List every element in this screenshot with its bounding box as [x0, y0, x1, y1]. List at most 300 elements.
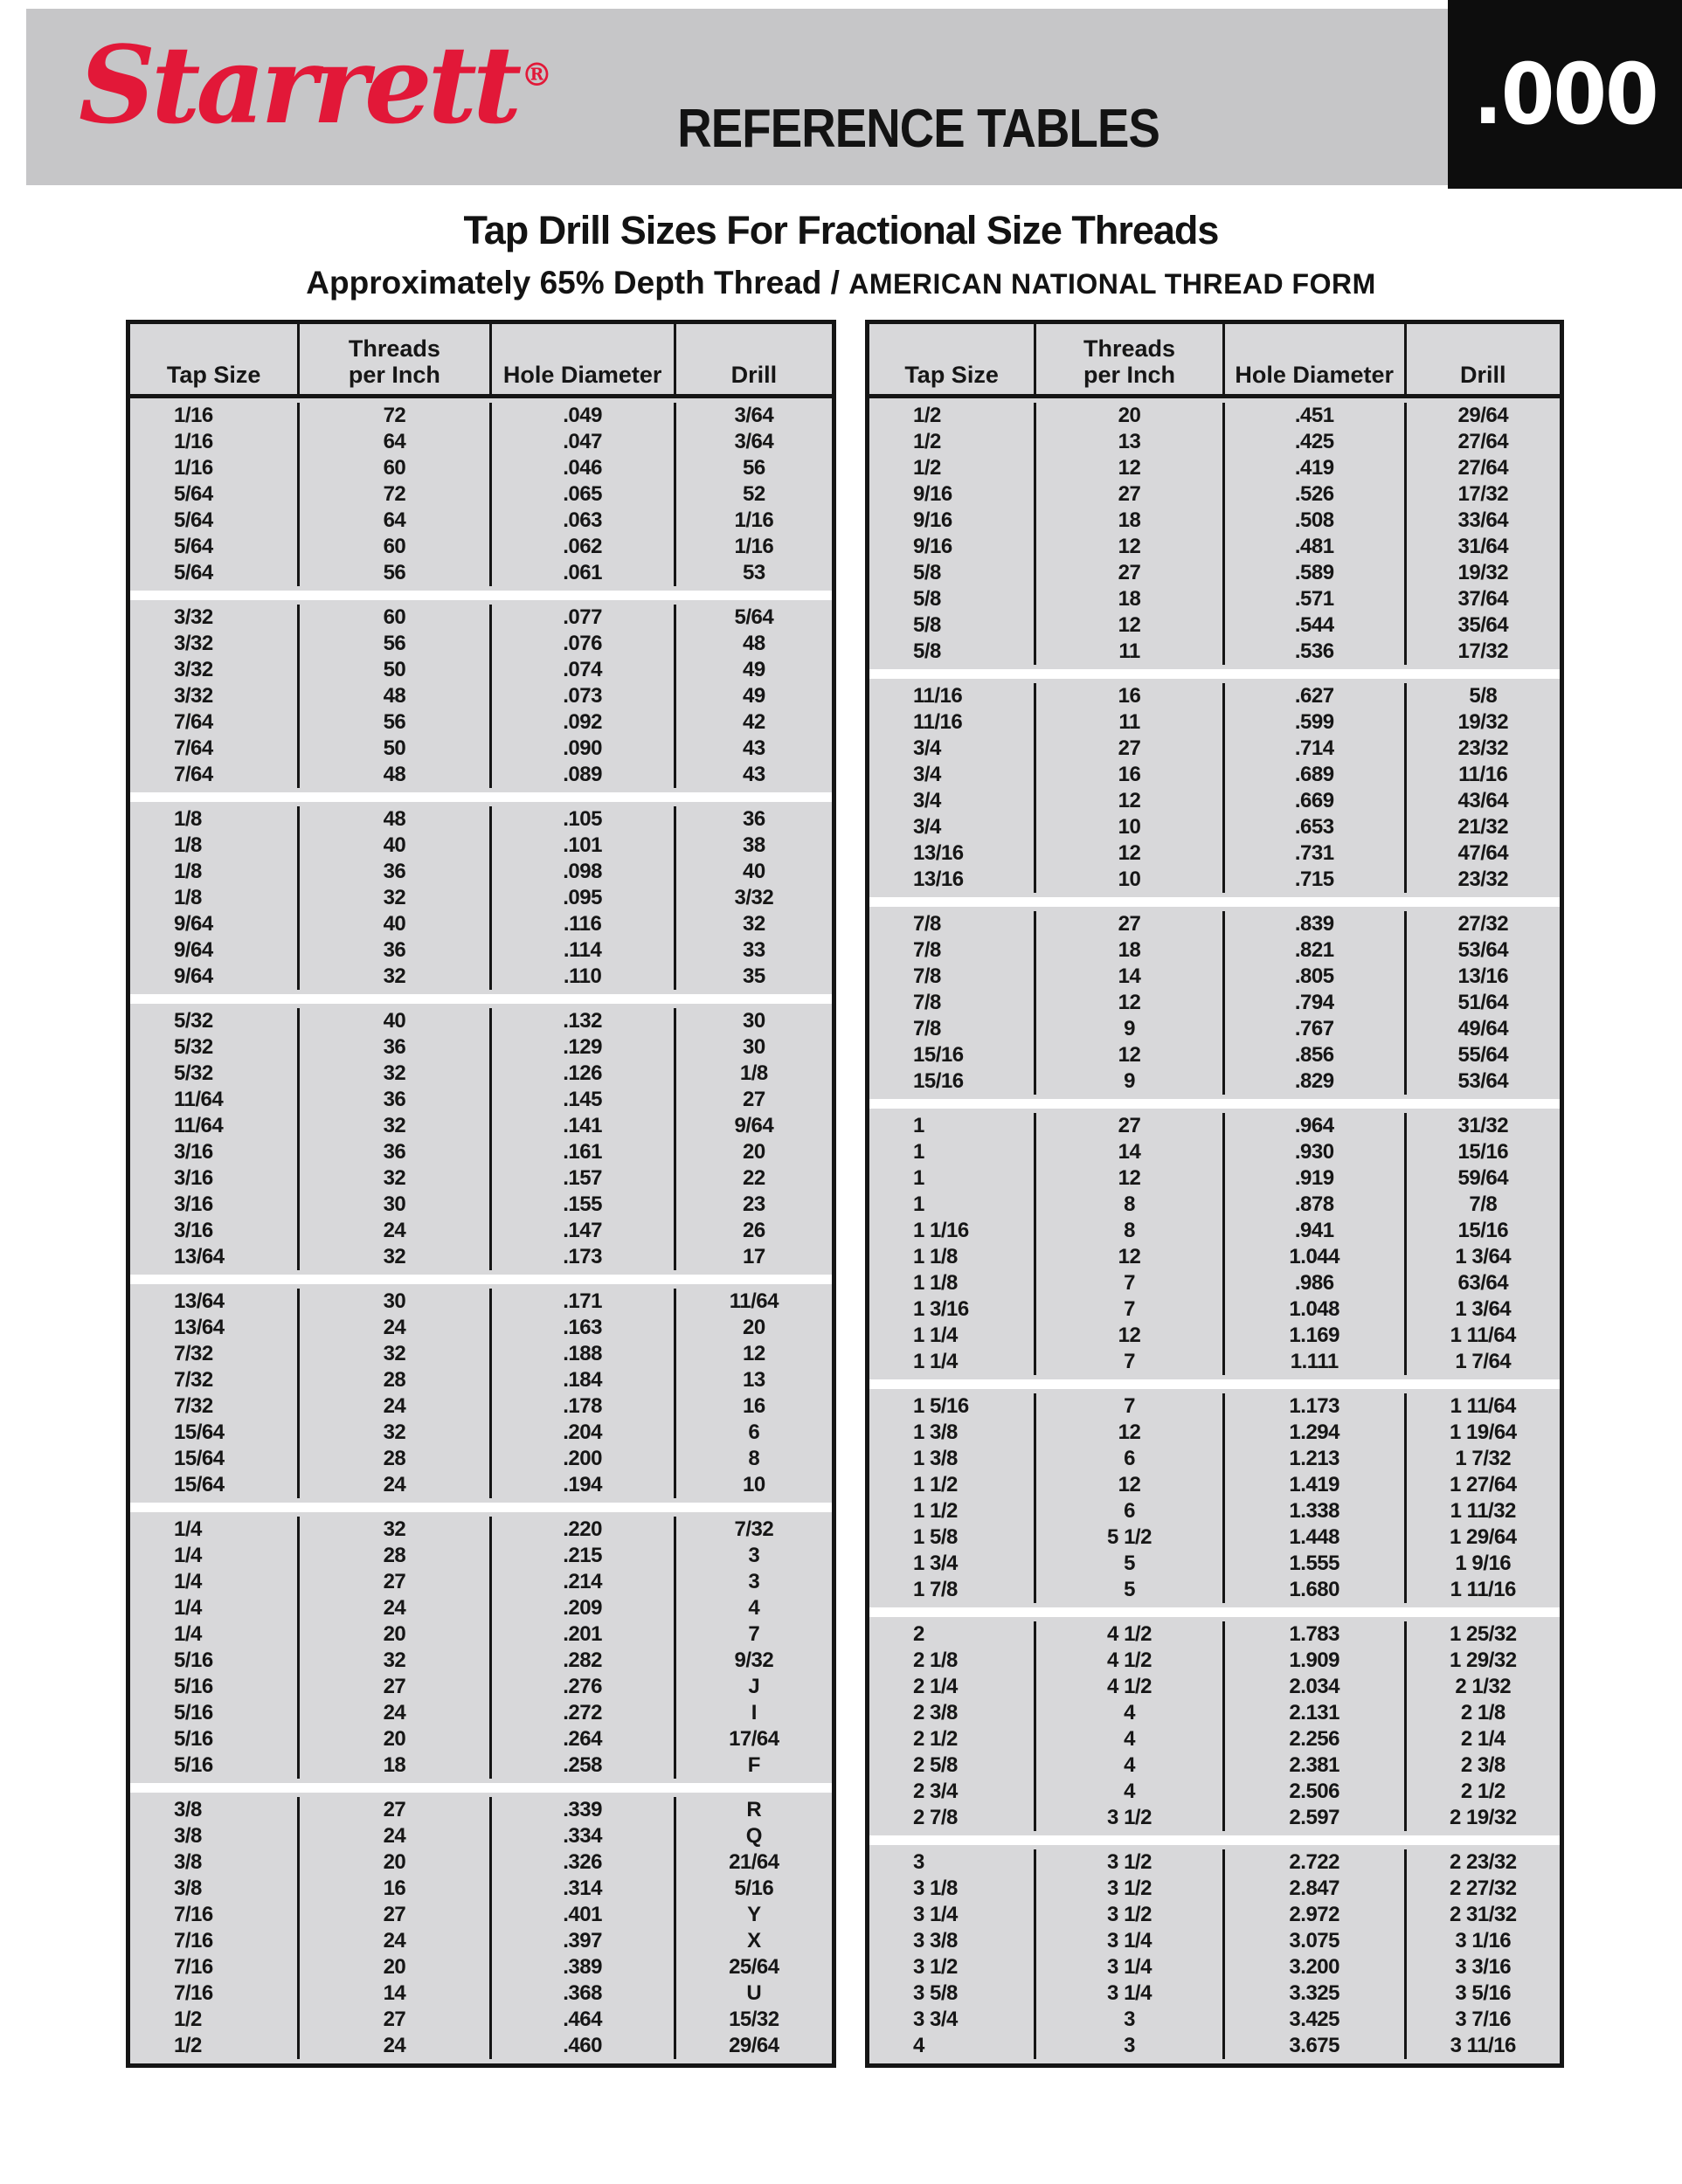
table-cell: 7/8: [913, 912, 941, 936]
table-cell: 24: [383, 1219, 406, 1242]
table-cell: 36: [743, 807, 765, 831]
table-cell: 5/8: [913, 587, 941, 611]
table-cell: 9/16: [913, 482, 952, 506]
table-section: [130, 802, 832, 994]
table-cell: 1/16: [174, 404, 213, 427]
table-cell: 12: [1118, 1166, 1141, 1190]
table-cell: 43: [743, 763, 765, 786]
table-cell: 1.909: [1289, 1648, 1339, 1672]
document-subtitle: [0, 265, 1682, 301]
table-cell: F: [747, 1753, 760, 1777]
table-cell: 25/64: [729, 1955, 779, 1979]
table-cell: 1.169: [1289, 1324, 1339, 1347]
table-body: [869, 398, 1560, 2063]
table-cell: .964: [1294, 1114, 1334, 1137]
table-cell: 14: [383, 1981, 406, 2005]
table-cell: 7/16: [174, 1981, 213, 2005]
table-cell: .061: [563, 561, 602, 584]
table-cell: 9/64: [174, 912, 213, 936]
table-cell: .049: [563, 404, 602, 427]
table-column: [130, 403, 300, 586]
table-cell: 3.075: [1289, 1929, 1339, 1952]
table-cell: 17/32: [1457, 639, 1509, 663]
table-cell: 7/64: [174, 763, 213, 786]
page-number: .000: [1472, 45, 1658, 143]
table-cell: 5/16: [174, 1648, 213, 1672]
table-column: [492, 1008, 676, 1270]
column-header: Hole Diameter: [1225, 324, 1407, 394]
table-column: [869, 403, 1036, 665]
table-cell: 48: [743, 632, 765, 655]
table-cell: 12: [1118, 841, 1141, 865]
table-cell: .276: [563, 1675, 602, 1698]
reference-tables-title: REFERENCE TABLES: [677, 99, 1159, 159]
column-header: Threads per Inch: [300, 324, 491, 394]
table-cell: 12: [1118, 1245, 1141, 1268]
table-cell: 23: [743, 1192, 765, 1216]
table-cell: .258: [563, 1753, 602, 1777]
table-cell: 40: [383, 833, 406, 857]
table-cell: .076: [563, 632, 602, 655]
table-cell: .571: [1294, 587, 1334, 611]
table-cell: 11/16: [913, 710, 963, 734]
table-cell: 1 29/32: [1449, 1648, 1517, 1672]
table-cell: 56: [383, 710, 406, 734]
table-cell: 1/2: [913, 430, 941, 453]
table-cell: 48: [383, 763, 406, 786]
table-cell: 10: [1118, 867, 1141, 891]
table-cell: 1/2: [174, 2034, 202, 2057]
table-cell: 36: [383, 1035, 406, 1059]
table-cell: 20: [743, 1316, 765, 1339]
table-cell: 1.213: [1289, 1447, 1339, 1470]
table-cell: 32: [383, 1342, 406, 1365]
table-cell: .065: [563, 482, 602, 506]
table-cell: 27: [1118, 736, 1141, 760]
table-column: [1036, 911, 1225, 1095]
table-cell: 4 1/2: [1107, 1675, 1152, 1698]
table-header-row: [869, 324, 1560, 398]
table-cell: .089: [563, 763, 602, 786]
table-cell: 5 1/2: [1107, 1525, 1152, 1549]
table-cell: 7: [748, 1622, 760, 1646]
table-cell: 3/16: [174, 1140, 213, 1164]
table-cell: 2.034: [1289, 1675, 1339, 1698]
table-column: [130, 806, 300, 990]
subtitle-caps: AMERICAN NATIONAL THREAD FORM: [848, 268, 1376, 300]
table-cell: 31/32: [1457, 1114, 1509, 1137]
table-cell: Q: [745, 1824, 762, 1848]
table-cell: 3/16: [174, 1192, 213, 1216]
table-cell: 9/32: [734, 1648, 774, 1672]
table-column: [1225, 403, 1407, 665]
table-section: [869, 1845, 1560, 2063]
table-cell: .147: [563, 1219, 602, 1242]
table-cell: 60: [383, 535, 406, 558]
table-column: [869, 1113, 1036, 1375]
table-cell: 3 1/2: [1107, 1903, 1152, 1926]
table-cell: .194: [563, 1473, 602, 1496]
table-cell: 32: [383, 886, 406, 909]
table-cell: 60: [383, 605, 406, 629]
table-cell: 6: [1124, 1499, 1135, 1523]
table-cell: 1.048: [1289, 1297, 1339, 1321]
table-column: [1407, 1621, 1560, 1831]
table-cell: 3.425: [1289, 2008, 1339, 2031]
table-cell: 24: [383, 1824, 406, 1848]
table-cell: 13/64: [174, 1316, 225, 1339]
table-cell: 2.847: [1289, 1876, 1339, 1900]
table-cell: 17/32: [1457, 482, 1509, 506]
table-cell: 64: [383, 508, 406, 532]
column-header: Hole Diameter: [492, 324, 676, 394]
table-column: [1225, 1113, 1407, 1375]
table-cell: .339: [563, 1798, 602, 1821]
table-cell: 3: [1124, 2008, 1135, 2031]
table-cell: 11/16: [913, 684, 963, 708]
table-cell: 24: [383, 1929, 406, 1952]
table-cell: 1/8: [739, 1061, 768, 1085]
registered-trademark-icon: ®: [521, 57, 553, 94]
table-cell: 27: [1118, 482, 1141, 506]
table-cell: .184: [563, 1368, 602, 1392]
section-divider: [130, 1275, 832, 1284]
table-cell: 6: [748, 1420, 760, 1444]
table-cell: .264: [563, 1727, 602, 1751]
table-column: [1036, 683, 1225, 893]
table-cell: 1/2: [913, 404, 941, 427]
table-cell: 5/64: [174, 561, 213, 584]
table-cell: 1 1/2: [913, 1473, 958, 1496]
table-cell: 40: [383, 1009, 406, 1033]
table-cell: 5/16: [174, 1675, 213, 1698]
table-cell: 3/64: [734, 404, 774, 427]
table-cell: 12: [1118, 1324, 1141, 1347]
table-cell: 3 7/16: [1455, 2008, 1512, 2031]
table-cell: 9/64: [174, 964, 213, 988]
table-cell: 12: [1118, 789, 1141, 812]
table-cell: 7: [1124, 1271, 1135, 1295]
table-cell: 30: [383, 1192, 406, 1216]
tap-drill-table-right: [865, 320, 1564, 2068]
table-cell: .464: [563, 2008, 602, 2031]
table-cell: 60: [383, 456, 406, 480]
table-cell: 43/64: [1457, 789, 1509, 812]
table-cell: 24: [383, 1473, 406, 1496]
table-column: [869, 1849, 1036, 2059]
table-section: [130, 600, 832, 792]
table-cell: .930: [1294, 1140, 1334, 1164]
table-cell: 42: [743, 710, 765, 734]
table-cell: 3.675: [1289, 2034, 1339, 2057]
table-column: [492, 1517, 676, 1779]
table-cell: 30: [743, 1035, 765, 1059]
table-cell: 3/32: [174, 605, 213, 629]
table-cell: .092: [563, 710, 602, 734]
table-column: [1036, 1621, 1225, 1831]
table-cell: 1/4: [174, 1544, 202, 1567]
table-cell: .821: [1294, 938, 1334, 962]
table-cell: 2.256: [1289, 1727, 1339, 1751]
table-cell: .114: [563, 938, 602, 962]
table-cell: 6: [1124, 1447, 1135, 1470]
section-divider: [869, 1099, 1560, 1109]
table-column: [1225, 683, 1407, 893]
table-column: [869, 1393, 1036, 1603]
table-cell: .481: [1294, 535, 1334, 558]
table-cell: 18: [1118, 508, 1141, 532]
table-column: [130, 1797, 300, 2059]
table-cell: 3/4: [913, 815, 941, 839]
table-cell: 2 1/4: [913, 1675, 958, 1698]
table-section: [869, 1389, 1560, 1607]
table-cell: 32: [383, 1648, 406, 1672]
table-column: [676, 1008, 832, 1270]
table-cell: 32: [383, 964, 406, 988]
table-cell: 5/64: [734, 605, 774, 629]
table-cell: 7/64: [174, 710, 213, 734]
table-cell: 1 3/8: [913, 1420, 958, 1444]
table-column: [1407, 1393, 1560, 1603]
table-cell: 12: [1118, 1473, 1141, 1496]
table-cell: 29/64: [1457, 404, 1509, 427]
table-cell: .627: [1294, 684, 1334, 708]
table-cell: 59/64: [1457, 1166, 1509, 1190]
table-cell: 3: [748, 1544, 760, 1567]
column-header: Tap Size: [130, 324, 300, 394]
table-cell: 23/32: [1457, 736, 1509, 760]
table-cell: 1 3/64: [1455, 1245, 1512, 1268]
table-cell: .314: [563, 1876, 602, 1900]
table-cell: 19/32: [1457, 710, 1509, 734]
table-cell: 1 1/16: [913, 1219, 969, 1242]
table-cell: 7: [1124, 1297, 1135, 1321]
table-cell: 3/32: [734, 886, 774, 909]
table-cell: .544: [1294, 613, 1334, 637]
table-cell: .839: [1294, 912, 1334, 936]
table-cell: .715: [1294, 867, 1334, 891]
starrett-logo: [79, 16, 552, 155]
table-cell: 1 7/32: [1455, 1447, 1512, 1470]
table-cell: 27/64: [1457, 456, 1509, 480]
table-cell: .878: [1294, 1192, 1334, 1216]
table-cell: 27: [743, 1088, 765, 1111]
table-cell: 10: [743, 1473, 765, 1496]
table-cell: 33/64: [1457, 508, 1509, 532]
table-cell: 15/64: [174, 1473, 225, 1496]
table-cell: 3 1/8: [913, 1876, 958, 1900]
table-cell: 8: [1124, 1192, 1135, 1216]
table-column: [1407, 1113, 1560, 1375]
table-cell: 27: [1118, 912, 1141, 936]
table-cell: Y: [747, 1903, 761, 1926]
table-cell: .215: [563, 1544, 602, 1567]
table-cell: 1/4: [174, 1596, 202, 1620]
table-cell: 3/64: [734, 430, 774, 453]
table-cell: 1/8: [174, 860, 202, 883]
table-cell: 7/8: [1469, 1192, 1498, 1216]
table-cell: 30: [743, 1009, 765, 1033]
table-cell: 5: [1124, 1552, 1135, 1575]
table-cell: .919: [1294, 1166, 1334, 1190]
table-cell: .526: [1294, 482, 1334, 506]
table-cell: 1/8: [174, 833, 202, 857]
table-cell: 1.173: [1289, 1394, 1339, 1418]
table-column: [300, 1289, 491, 1498]
table-cell: 5/8: [913, 639, 941, 663]
table-column: [869, 683, 1036, 893]
table-cell: 26: [743, 1219, 765, 1242]
table-cell: 24: [383, 1394, 406, 1418]
table-cell: 2 31/32: [1449, 1903, 1517, 1926]
table-cell: 5/8: [913, 613, 941, 637]
table-cell: .805: [1294, 964, 1334, 988]
table-cell: .188: [563, 1342, 602, 1365]
table-column: [1407, 683, 1560, 893]
table-cell: 38: [743, 833, 765, 857]
table-cell: 32: [383, 1061, 406, 1085]
table-cell: 1/8: [174, 886, 202, 909]
table-cell: .451: [1294, 404, 1334, 427]
table-cell: 3/8: [174, 1798, 202, 1821]
table-column: [130, 1289, 300, 1498]
table-cell: .105: [563, 807, 602, 831]
table-cell: 1.680: [1289, 1578, 1339, 1601]
table-cell: U: [746, 1981, 762, 2005]
table-cell: 20: [383, 1727, 406, 1751]
table-cell: 11/64: [174, 1114, 224, 1137]
table-cell: .132: [563, 1009, 602, 1033]
table-cell: 18: [1118, 587, 1141, 611]
table-cell: .129: [563, 1035, 602, 1059]
table-cell: 20: [383, 1850, 406, 1874]
table-cell: 32: [383, 1420, 406, 1444]
table-cell: .419: [1294, 456, 1334, 480]
table-column: [130, 1517, 300, 1779]
table-cell: .141: [563, 1114, 602, 1137]
table-cell: .101: [563, 833, 602, 857]
table-cell: 16: [743, 1394, 765, 1418]
table-column: [676, 1517, 832, 1779]
table-cell: .116: [563, 912, 602, 936]
table-cell: 2.381: [1289, 1753, 1339, 1777]
table-column: [1407, 911, 1560, 1095]
table-cell: 24: [383, 1316, 406, 1339]
column-header: Drill: [1460, 362, 1506, 388]
table-cell: 27: [383, 1798, 406, 1821]
table-cell: 7: [1124, 1394, 1135, 1418]
table-cell: 32: [383, 1517, 406, 1541]
table-cell: 15/32: [729, 2008, 779, 2031]
table-cell: 20: [743, 1140, 765, 1164]
table-cell: 50: [383, 658, 406, 681]
table-cell: 2.506: [1289, 1780, 1339, 1803]
table-cell: 13/16: [913, 841, 964, 865]
table-cell: 20: [383, 1622, 406, 1646]
table-cell: .095: [563, 886, 602, 909]
table-cell: 16: [1118, 763, 1141, 786]
table-cell: 30: [383, 1289, 406, 1313]
table-cell: 4: [1124, 1727, 1135, 1751]
table-cell: 32: [743, 912, 765, 936]
table-column: [300, 1797, 491, 2059]
table-cell: 3 1/4: [913, 1903, 958, 1926]
table-cell: 14: [1118, 964, 1141, 988]
table-column: [1407, 403, 1560, 665]
table-cell: 3 3/16: [1455, 1955, 1512, 1979]
table-cell: 1: [913, 1166, 924, 1190]
table-section: [130, 398, 832, 591]
table-cell: .508: [1294, 508, 1334, 532]
table-cell: 16: [383, 1876, 406, 1900]
table-cell: 5/16: [174, 1701, 213, 1724]
table-cell: 3/32: [174, 684, 213, 708]
table-cell: 13/16: [1457, 964, 1509, 988]
table-cell: 8: [748, 1447, 760, 1470]
section-divider: [869, 1835, 1560, 1845]
table-cell: 7/32: [174, 1394, 213, 1418]
table-cell: 1 1/4: [913, 1350, 958, 1373]
table-cell: 3/32: [174, 632, 213, 655]
table-column: [300, 806, 491, 990]
table-cell: 3 5/8: [913, 1981, 958, 2005]
table-section: [869, 1109, 1560, 1379]
table-cell: 3: [748, 1570, 760, 1593]
table-cell: 3 1/2: [913, 1955, 958, 1979]
table-cell: 1 7/64: [1455, 1350, 1512, 1373]
table-cell: 2 1/32: [1455, 1675, 1512, 1698]
table-cell: 7/32: [734, 1517, 774, 1541]
table-cell: 11: [1118, 639, 1140, 663]
table-cell: 14: [1118, 1140, 1141, 1164]
table-cell: 24: [383, 1701, 406, 1724]
table-cell: 27: [1118, 1114, 1141, 1137]
table-cell: 47/64: [1457, 841, 1509, 865]
table-cell: 22: [743, 1166, 765, 1190]
table-cell: 28: [383, 1447, 406, 1470]
table-cell: 36: [383, 1088, 406, 1111]
table-cell: 13/16: [913, 867, 964, 891]
table-cell: 48: [383, 807, 406, 831]
table-cell: 1 11/32: [1450, 1499, 1516, 1523]
table-cell: .063: [563, 508, 602, 532]
table-cell: .536: [1294, 639, 1334, 663]
table-cell: 27: [383, 1675, 406, 1698]
table-cell: 2 1/8: [913, 1648, 958, 1672]
column-header: Drill: [730, 362, 778, 388]
table-column: [676, 605, 832, 788]
table-column: [869, 911, 1036, 1095]
table-cell: .856: [1294, 1043, 1334, 1067]
table-cell: 7/8: [913, 938, 941, 962]
table-cell: 1.419: [1289, 1473, 1339, 1496]
table-cell: 2 1/2: [913, 1727, 958, 1751]
table-cell: 15/16: [1457, 1219, 1509, 1242]
table-cell: 1.555: [1289, 1552, 1339, 1575]
table-cell: 1: [913, 1192, 924, 1216]
table-cell: 1 11/64: [1450, 1324, 1516, 1347]
table-cell: .282: [563, 1648, 602, 1672]
table-cell: 3/8: [174, 1824, 202, 1848]
table-cell: .145: [563, 1088, 602, 1111]
section-divider: [869, 1607, 1560, 1617]
table-cell: .062: [563, 535, 602, 558]
table-cell: 2.972: [1289, 1903, 1339, 1926]
table-cell: 7/8: [913, 1017, 941, 1040]
table-cell: 27: [1118, 561, 1141, 584]
table-cell: 24: [383, 1596, 406, 1620]
table-cell: 1.448: [1289, 1525, 1339, 1549]
